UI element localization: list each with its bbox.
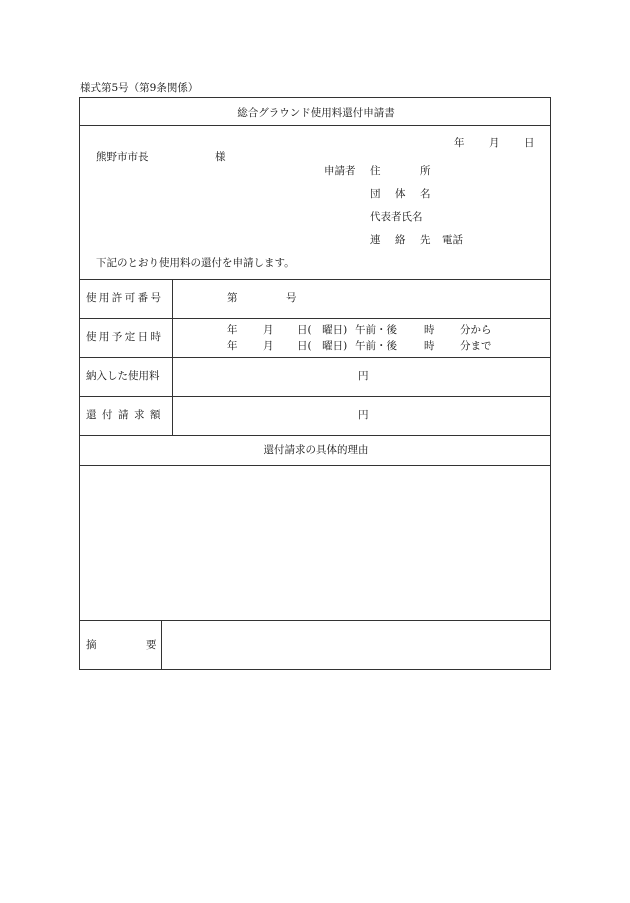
date-month[interactable]: 月 [489, 137, 500, 149]
form-title: 総合グラウンド使用料還付申請書 [237, 107, 395, 119]
remarks-field[interactable] [164, 623, 548, 667]
paid-fee-label: 納入した使用料 [86, 370, 160, 382]
schedule-end-ampm[interactable]: 午前・後 [355, 340, 397, 352]
applicant-group-char-1: 団 [370, 188, 381, 200]
row-divider-2 [80, 357, 550, 358]
remarks-column-divider [161, 620, 162, 669]
applicant-contact-char-1: 連 [370, 234, 381, 246]
schedule-start-hour[interactable]: 時 [424, 324, 435, 336]
addressee-name: 熊野市市長 [96, 151, 149, 163]
permit-number-label: 使用許可番号 [86, 292, 164, 304]
refund-amount-label: 還付請求額 [86, 409, 166, 421]
reason-bottom-divider [80, 620, 550, 621]
title-divider [80, 125, 550, 126]
schedule-end-month[interactable]: 月 [263, 340, 274, 352]
applicant-phone-label: 電話 [442, 234, 463, 246]
applicant-representative: 代表者氏名 [370, 211, 423, 223]
schedule-label: 使用予定日時 [86, 331, 164, 343]
applicant-address-char-2: 所 [420, 165, 431, 177]
reason-header: 還付請求の具体的理由 [263, 444, 369, 456]
refund-amount-unit[interactable]: 円 [358, 409, 369, 421]
addressee-honorific: 様 [215, 151, 226, 163]
applicant-contact-char-3: 先 [420, 234, 431, 246]
date-year[interactable]: 年 [454, 137, 465, 149]
schedule-start-month[interactable]: 月 [263, 324, 274, 336]
header-block-divider [80, 279, 550, 280]
reason-header-divider [80, 465, 550, 466]
row-divider-3 [80, 396, 550, 397]
remarks-label-char-1: 摘 [86, 639, 97, 651]
row-divider-1 [80, 318, 550, 319]
form-number-label: 様式第5号（第9条関係） [80, 82, 199, 94]
permit-number-suffix[interactable]: 号 [286, 292, 297, 304]
schedule-end-year[interactable]: 年 [227, 340, 238, 352]
table-column-divider [172, 279, 173, 435]
applicant-label: 申請者 [324, 165, 356, 177]
schedule-start-year[interactable]: 年 [227, 324, 238, 336]
row-divider-4 [80, 435, 550, 436]
request-statement: 下記のとおり使用料の還付を申請します。 [96, 257, 295, 269]
applicant-contact-char-2: 絡 [395, 234, 406, 246]
schedule-start-minute[interactable]: 分から [460, 324, 492, 336]
application-form-frame [79, 97, 551, 670]
remarks-label-char-2: 要 [146, 639, 157, 651]
reason-textarea[interactable] [82, 468, 548, 618]
paid-fee-unit[interactable]: 円 [358, 370, 369, 382]
schedule-end-hour[interactable]: 時 [424, 340, 435, 352]
schedule-end-day-weekday[interactable]: 日( 曜日) [297, 340, 348, 352]
permit-number-prefix[interactable]: 第 [227, 292, 238, 304]
applicant-group-char-2: 体 [395, 188, 406, 200]
applicant-address-char-1: 住 [370, 165, 381, 177]
date-day[interactable]: 日 [524, 137, 535, 149]
schedule-end-minute[interactable]: 分まで [460, 340, 492, 352]
applicant-group-char-3: 名 [420, 188, 431, 200]
schedule-start-day-weekday[interactable]: 日( 曜日) [297, 324, 348, 336]
schedule-start-ampm[interactable]: 午前・後 [355, 324, 397, 336]
